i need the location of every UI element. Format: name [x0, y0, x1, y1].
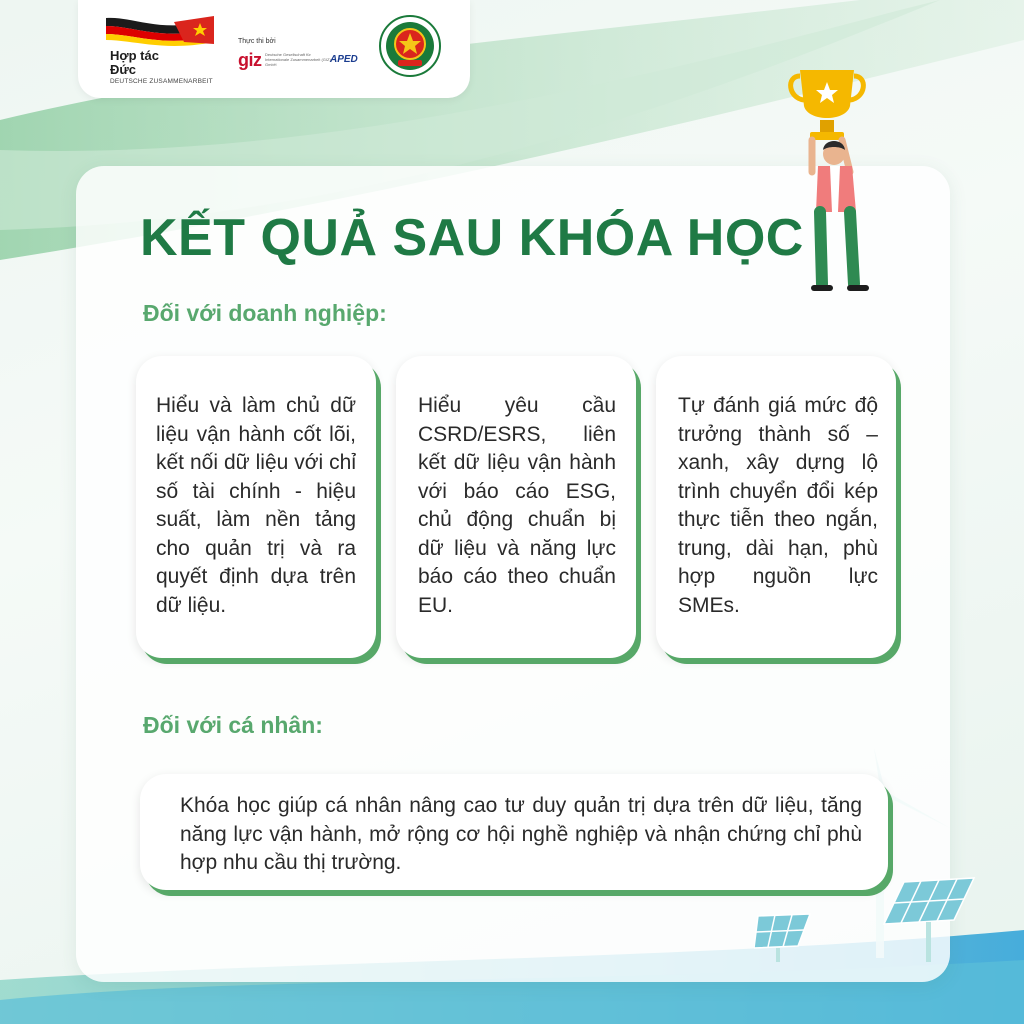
logo-strip	[78, 0, 470, 98]
hoptac-duc-logo	[104, 14, 224, 84]
business-card-text: Hiểu và làm chủ dữ liệu vận hành cốt lõi, kết nối dữ liệu với chỉ số tài chính - hiệu suất, làm nền tảng cho quản trị và ra quyết định dựa trên dữ liệu.	[156, 394, 356, 617]
business-card-1	[136, 356, 376, 658]
hoptac-text: Hợp tác	[110, 48, 159, 63]
trophy-person-icon	[782, 62, 892, 298]
business-card-text: Hiểu yêu cầu CSRD/ESRS, liên kết dữ liệu vận hành với báo cáo ESG, chủ động chuẩn bị dữ liệu và năng lực báo cáo theo chuẩn EU.	[418, 394, 616, 617]
duc-text: Đức	[110, 62, 137, 77]
business-card-3	[656, 356, 896, 658]
giz-subtitle: Deutsche Gesellschaft für Internationale Zusammenarbeit (GIZ) GmbH	[265, 52, 331, 67]
business-section-label: Đối với doanh nghiệp:	[143, 300, 387, 326]
state-emblem-icon	[378, 14, 442, 78]
solar-panel-icon	[754, 872, 978, 962]
aped-logo: APED	[330, 54, 358, 65]
deutsche-text: DEUTSCHE ZUSAMMENARBEIT	[110, 78, 213, 85]
business-card-text: Tự đánh giá mức độ trưởng thành số – xanh, xây dựng lộ trình chuyển đổi kép thực tiễn theo ngắn, trung, dài hạn, phù hợp nguồn lực SMEs.	[678, 394, 878, 617]
individual-card-text: Khóa học giúp cá nhân nâng cao tư duy quản trị dựa trên dữ liệu, tăng năng lực vận hành, mở rộng cơ hội nghề nghiệp và nhận chứng chỉ phù hợp nhu cầu thị trường.	[180, 794, 862, 874]
individual-section-label: Đối với cá nhân:	[143, 712, 323, 738]
giz-logo: giz	[238, 50, 262, 70]
business-card-2	[396, 356, 636, 658]
page-title: KẾT QUẢ SAU KHÓA HỌC	[140, 209, 804, 267]
flag-swoosh-icon	[104, 14, 216, 50]
implemented-by-text: Thực thi bởi	[238, 38, 276, 45]
